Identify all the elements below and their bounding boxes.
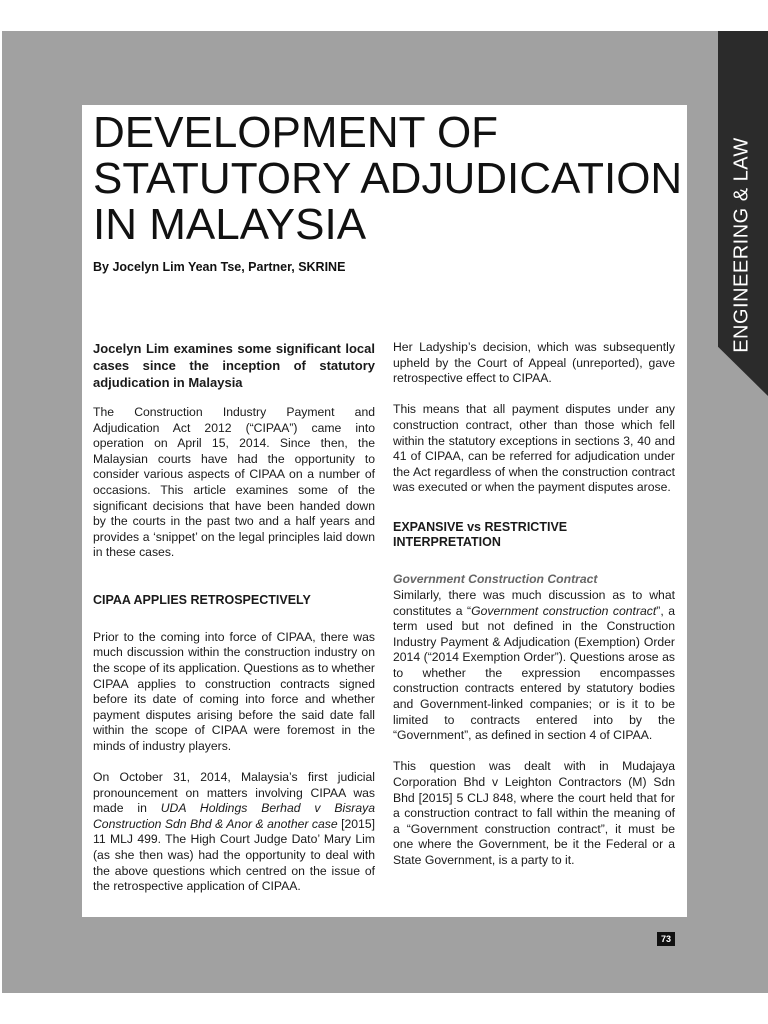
sub-heading: Government Construction Contract (393, 572, 598, 587)
body-paragraph: This means that all payment disputes under any construction contract, other than those which fell within the statutory exceptions in sections 3, 40 and 41 of CIPAA, can be referred for adjudication under the Act regardless of when the construction contract was executed or when the payment disputes arose. (393, 402, 675, 495)
lede: Jocelyn Lim examines some significant local cases since the inception of statutory adjudication in Malaysia (93, 341, 375, 390)
title-line: IN MALAYSIA (93, 200, 367, 249)
page-number: 73 (657, 932, 675, 946)
intro-paragraph: The Construction Industry Payment and Adjudication Act 2012 (“CIPAA”) came into operation on April 15, 2014. Since then, the Malaysian courts have had the opportunity to consider various aspects of CIPAA on a number of occasions. This article examines some of the significant decisions that have been handed down by the courts in the past two and a half years and provides a ‘snippet’ on the legal principles laid down in these cases. (93, 405, 375, 560)
section-tab-label: ENGINEERING & LAW (730, 137, 753, 353)
body-paragraph: Prior to the coming into force of CIPAA, there was much discussion within the construction industry on the scope of its application. Questions as to whether CIPAA applies to construction contracts signed before its date of coming into force and whether payment disputes arising before the said date fall within the scope of CIPAA were foremost in the minds of industry players. (93, 629, 375, 753)
body-paragraph: Her Ladyship’s decision, which was subsequently upheld by the Court of Appeal (unreported), gave retrospective effect to CIPAA. (393, 340, 675, 386)
body-paragraph: This question was dealt with in Mudajaya Corporation Bhd v Leighton Contractors (M) Sdn Bhd [2015] 5 CLJ 848, where the court held that for a construction contract to fall within the meaning of a “Government construction contract”, it must be one where the Government, be it the Federal or a State Government, is a party to it. (393, 759, 675, 867)
title-line: STATUTORY ADJUDICATION (93, 154, 683, 203)
defined-term: Government construction contract (471, 603, 657, 618)
case-citation: UDA Holdings Berhad v Bisraya Construction Sdn Bhd & Anor & another case (93, 801, 375, 831)
byline: By Jocelyn Lim Yean Tse, Partner, SKRINE (93, 260, 346, 274)
section-heading: EXPANSIVE vs RESTRICTIVE INTERPRETATION (393, 519, 568, 550)
body-paragraph: Similarly, there was much discussion as to what constitutes a “Government construction contract”, a term used but not defined in the Construction Industry Payment & Adjudication (Exemption) Order 2014 (“2014 Exemption Order”). Questions arose as to whether the expression encompasses construction contracts entered by statutory bodies and Government-linked companies; or is it to be limited to contracts entered into by the “Government”, as defined in section 4 of CIPAA. (393, 587, 675, 743)
title-line: DEVELOPMENT OF (93, 108, 499, 157)
left-column (93, 340, 375, 910)
article-title (93, 110, 683, 248)
section-heading: CIPAA APPLIES RETROSPECTIVELY (93, 592, 311, 607)
body-paragraph: On October 31, 2014, Malaysia’s first judicial pronouncement on matters involving CIPAA was made in UDA Holdings Berhad v Bisraya Construction Sdn Bhd & Anor & another case [2015] 11 MLJ 499. The High Court Judge Dato’ Mary Lim (as she then was) had the opportunity to deal with the above questions which centred on the issue of the retrospective application of CIPAA. (93, 770, 375, 894)
right-column (393, 340, 675, 884)
